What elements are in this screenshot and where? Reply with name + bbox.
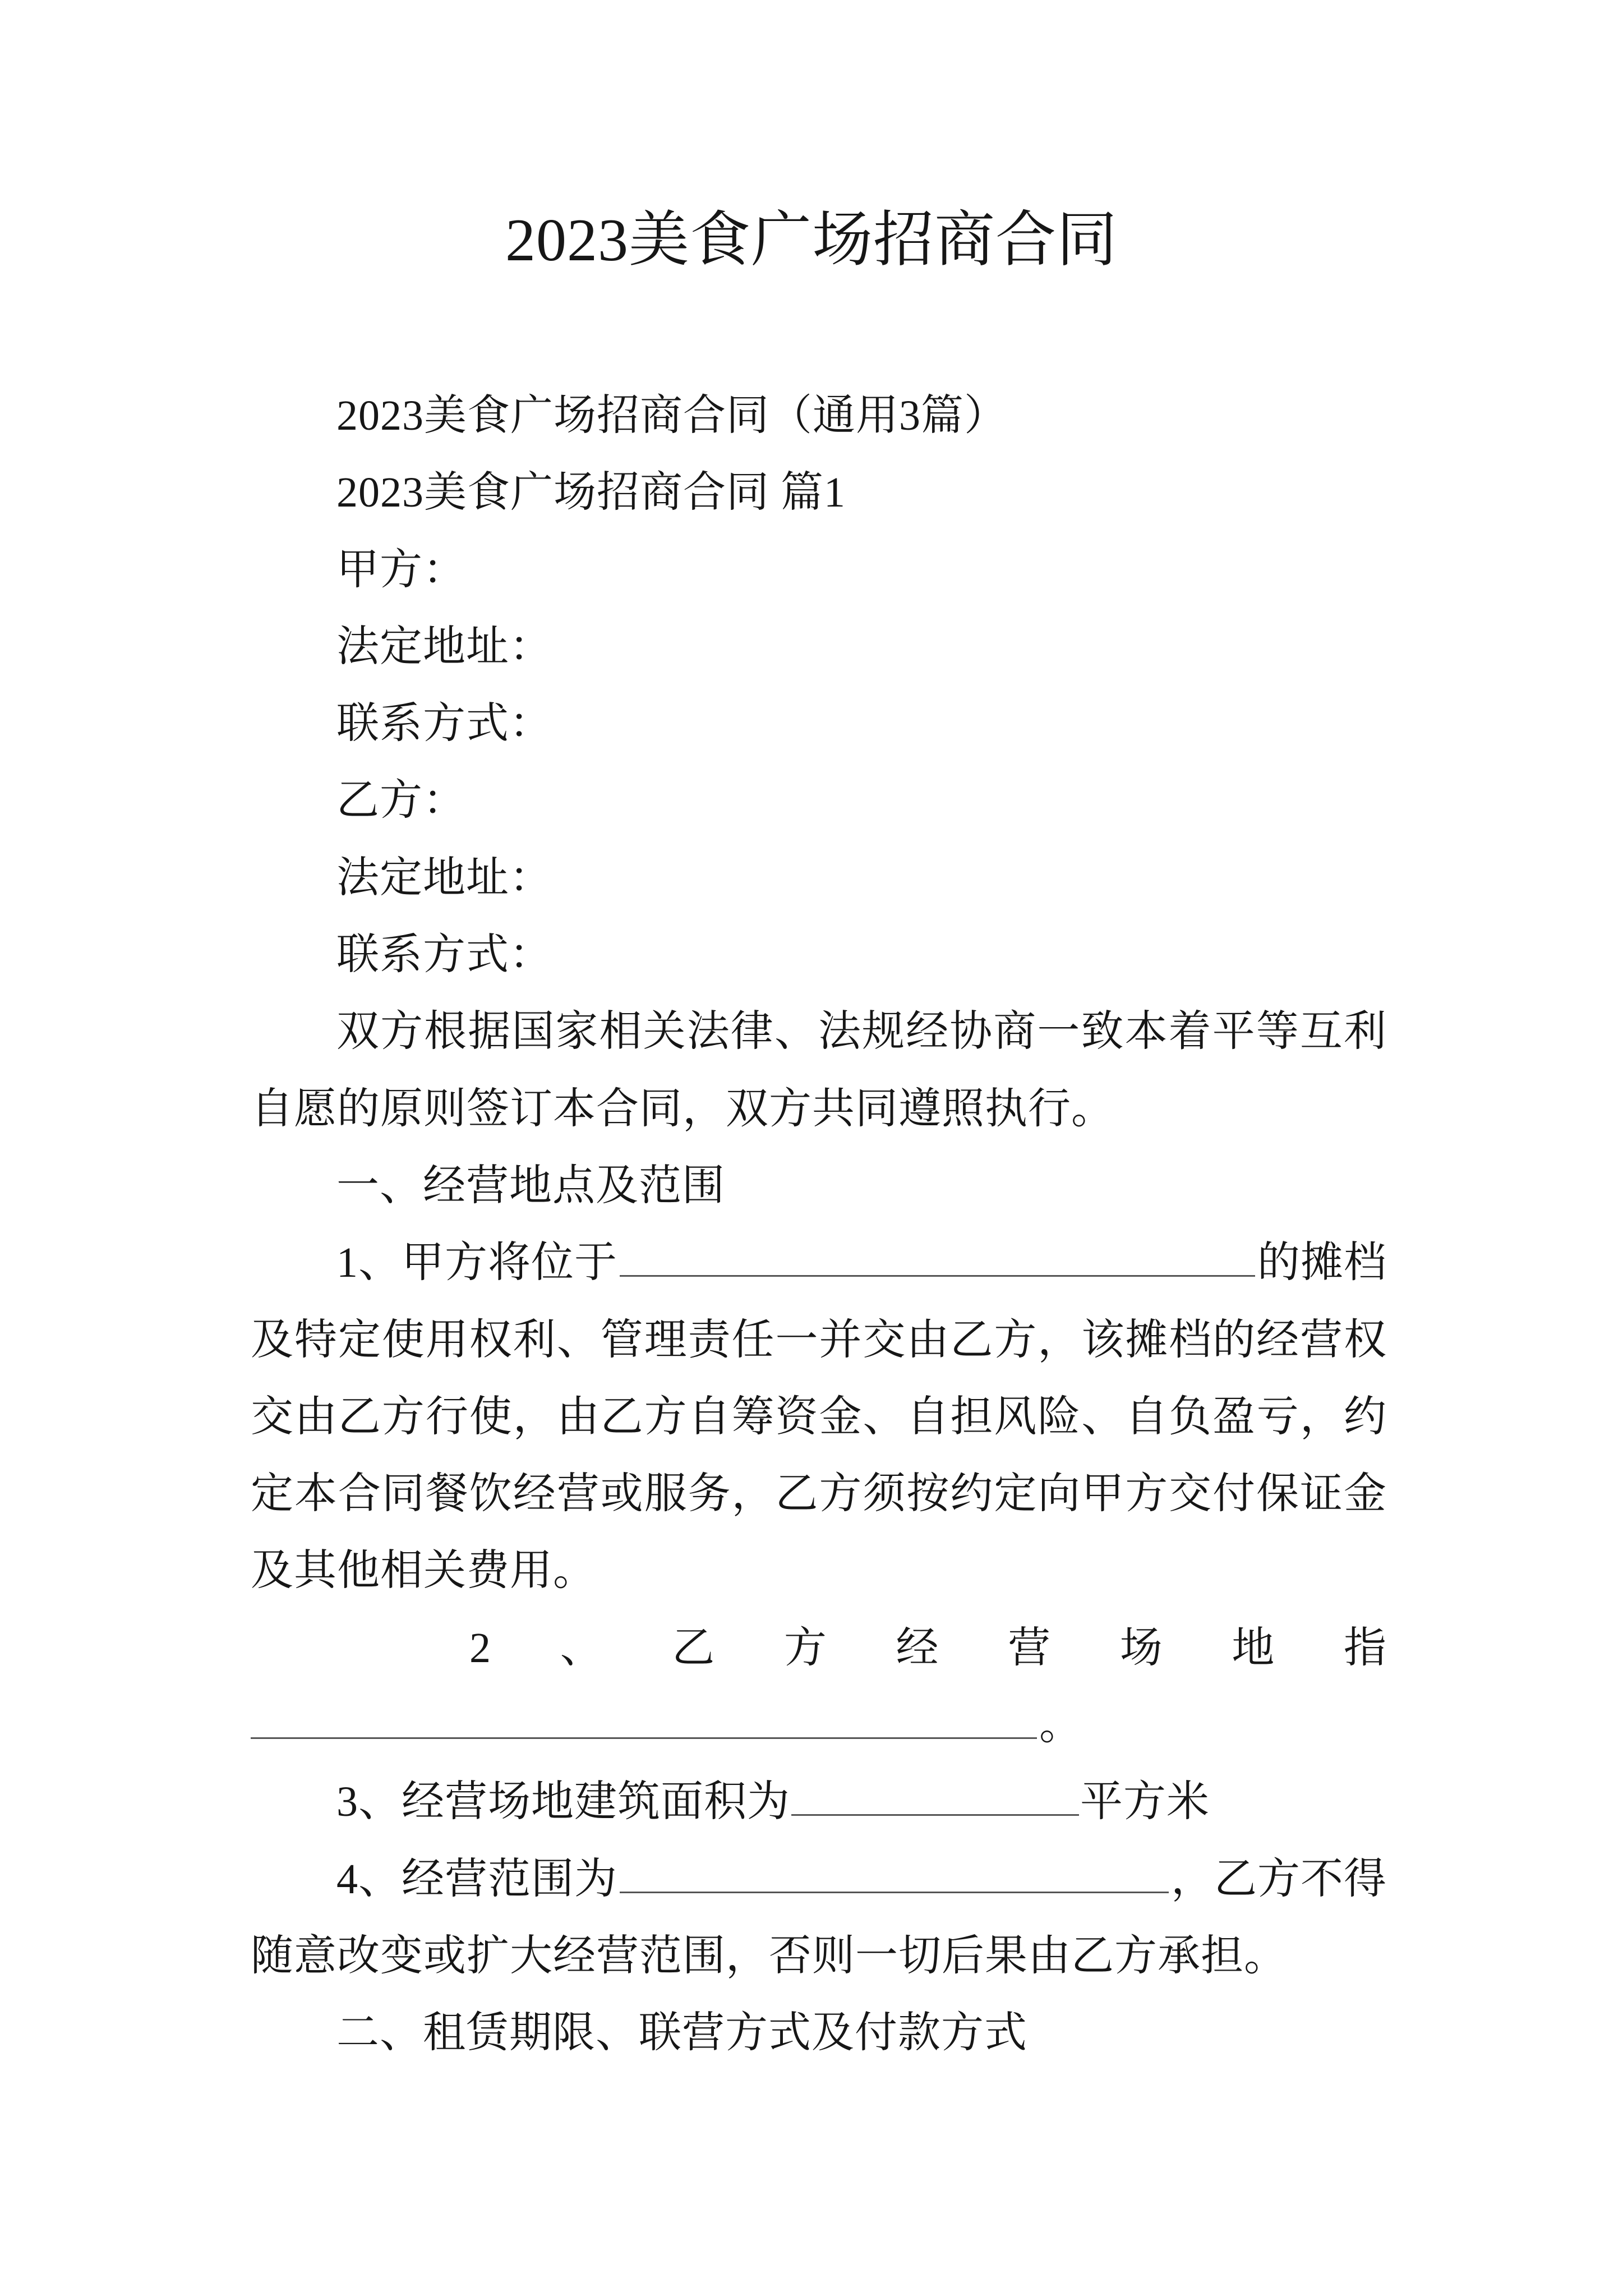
preamble-line: 自愿的原则签订本合同，双方共同遵照执行。 [251, 1085, 1114, 1133]
clause-1-tail: 的摊档 [1257, 1239, 1387, 1287]
spread-char: 、 [560, 1624, 603, 1672]
clause-3-lead: 3、经营场地建筑面积为 [336, 1778, 790, 1826]
article-1-heading: 一、经营地点及范围 [336, 1162, 725, 1209]
clause-1-lead: 1、甲方将位于 [336, 1239, 617, 1287]
clause-1-line: 交由乙方行使，由乙方自筹资金、自担风险、自负盈亏，约 [251, 1393, 1387, 1441]
spread-char: 指 [1344, 1624, 1387, 1672]
part-heading: 2023美食广场招商合同 篇1 [336, 469, 846, 517]
clause-3-area-blank [791, 1782, 1079, 1816]
clause-2-tail: 。 [1039, 1701, 1082, 1749]
party-b-label: 乙方： [336, 777, 466, 825]
spread-char: 乙 [672, 1624, 716, 1672]
spread-char: 经 [896, 1624, 939, 1672]
spread-char: 地 [1232, 1624, 1275, 1672]
document-heading: 2023美食广场招商合同（通用3篇） [336, 392, 1007, 439]
clause-1-first-line [251, 1225, 1387, 1301]
clause-4-line: 随意改变或扩大经营范围，否则一切后果由乙方承担。 [251, 1932, 1287, 1980]
spread-char: 2 [469, 1624, 491, 1672]
spread-char: 营 [1008, 1624, 1052, 1672]
party-a-address-label: 法定地址： [336, 623, 552, 670]
document-title: 2023美食广场招商合同 [505, 207, 1118, 274]
clause-3-tail: 平方米 [1080, 1778, 1210, 1826]
clause-2-second-line [251, 1687, 1387, 1764]
clause-1-line: 及其他相关费用。 [251, 1547, 596, 1595]
clause-1-line: 定本合同餐饮经营或服务，乙方须按约定向甲方交付保证金 [251, 1470, 1387, 1518]
party-a-label: 甲方： [336, 546, 466, 593]
clause-4-first-line [251, 1841, 1387, 1918]
party-a-contact-label: 联系方式： [336, 700, 552, 748]
preamble-line: 双方根据国家相关法律、法规经协商一致本着平等互利 [336, 1008, 1387, 1056]
clause-4-tail: ，乙方不得 [1171, 1855, 1387, 1903]
party-b-contact-label: 联系方式： [336, 931, 552, 979]
clause-1-line: 及特定使用权利、管理责任一并交由乙方，该摊档的经营权 [251, 1316, 1387, 1364]
clause-4-scope-blank [620, 1860, 1169, 1893]
clause-1-location-blank [620, 1243, 1255, 1277]
article-2-heading: 二、租赁期限、联营方式及付款方式 [336, 2009, 1027, 2057]
clause-4-lead: 4、经营范围为 [336, 1855, 617, 1903]
clause-3-line [251, 1764, 1387, 1841]
document-body [251, 378, 1387, 2072]
clause-2-site-blank [251, 1705, 1037, 1739]
party-b-address-label: 法定地址： [336, 854, 552, 901]
spread-char: 方 [783, 1624, 827, 1672]
spread-char: 场 [1119, 1624, 1163, 1672]
clause-2-lead [251, 1610, 1387, 1687]
